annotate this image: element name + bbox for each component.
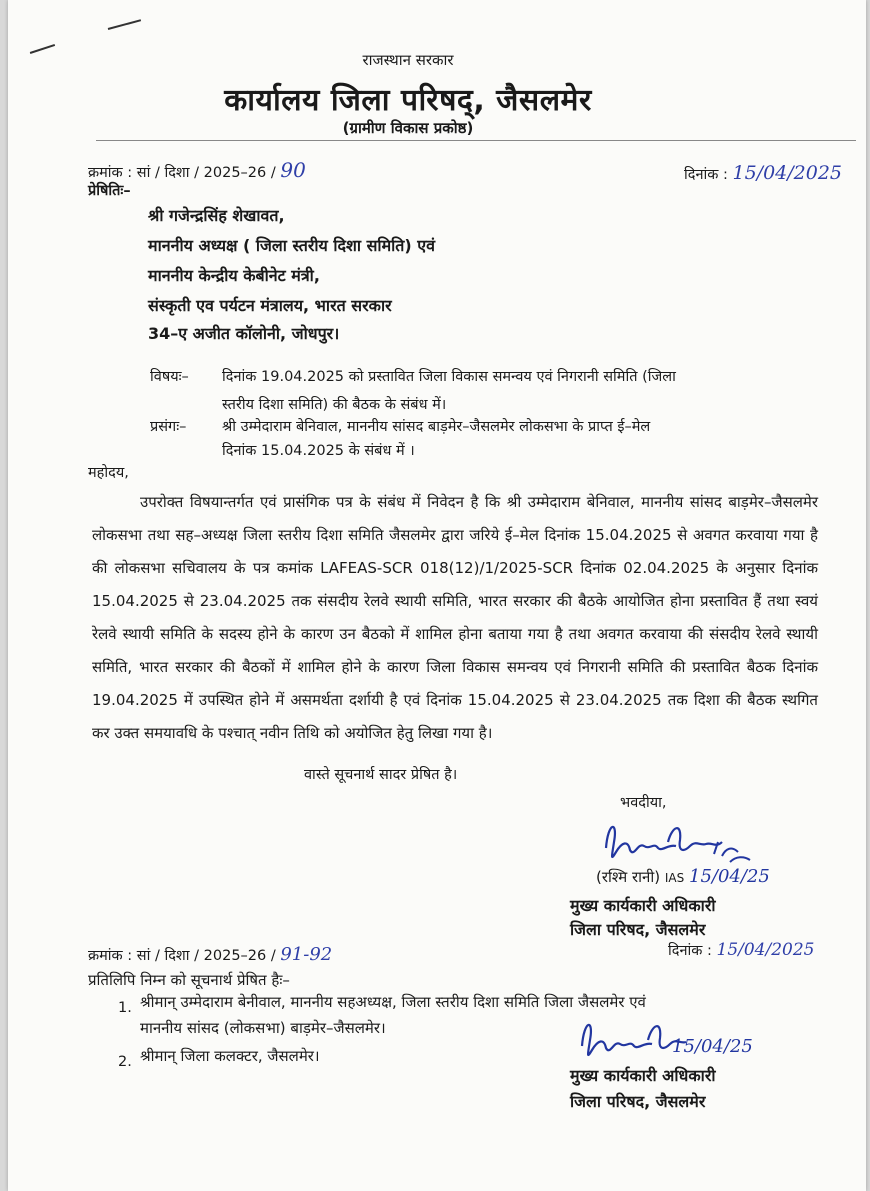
signatory-name (596, 866, 770, 887)
ref-label: क्रमांक : सां / दिशा / 2025–26 / (88, 165, 276, 181)
salutation: महोदय, (88, 465, 129, 481)
pen-mark (108, 19, 141, 30)
address-line: श्री गजेन्द्रसिंह शेखावत, (148, 206, 285, 225)
ref-number: 90 (280, 158, 306, 182)
copy-line: श्रीमान् उम्मेदाराम बेनीवाल, माननीय सहअध्यक्ष, जिला स्तरीय दिशा समिति जिला जैसलमेर एवं (140, 993, 646, 1011)
signatory-office: जिला परिषद, जैसलमेर (570, 920, 706, 939)
ref-line (88, 158, 306, 182)
copy-num: 2. (118, 1054, 132, 1070)
ref-date: 15/04/2025 (732, 162, 843, 184)
copy-num: 1. (118, 1000, 132, 1016)
government-name: राजस्थान सरकार (362, 51, 454, 69)
copy-line: श्रीमान् जिला कलक्टर, जैसलमेर। (140, 1047, 320, 1065)
office-title: कार्यालय जिला परिषद्, जैसलमेर (224, 83, 592, 118)
second-office: जिला परिषद, जैसलमेर (570, 1092, 706, 1111)
signatory-name-text: (रश्मि रानी) (596, 868, 661, 886)
closing-line: वास्ते सूचनार्थ सादर प्रेषित है। (304, 767, 458, 783)
copy-date: 15/04/2025 (716, 940, 815, 960)
header-rule (96, 140, 856, 141)
ref-date-line (684, 162, 842, 184)
letter-page (8, 0, 866, 1191)
copy-ref-label: क्रमांक : सां / दिशा / 2025–26 / (88, 948, 276, 964)
service-suffix: IAS (664, 871, 685, 885)
signature-image (598, 812, 758, 872)
reference-label: प्रसंगः– (150, 419, 187, 435)
subject-label: विषयः– (150, 369, 189, 385)
address-line: 34–ए अजीत कॉलोनी, जोधपुर। (148, 324, 340, 343)
second-designation: मुख्य कार्यकारी अधिकारी (570, 1066, 716, 1085)
copy-ref-number: 91-92 (280, 944, 333, 965)
to-label: प्रेषितिः– (88, 183, 131, 199)
reference-line: श्री उम्मेदाराम बेनिवाल, माननीय सांसद बाड़मेर–जैसलमेर लोकसभा के प्राप्त ई–मेल (222, 419, 651, 435)
copy-label: प्रतिलिपि निम्न को सूचनार्थ प्रेषित हैः– (88, 971, 290, 989)
address-line: माननीय अध्यक्ष ( जिला स्तरीय दिशा समिति) एवं (148, 236, 436, 255)
reference-line: दिनांक 15.04.2025 के संबंध में । (222, 443, 415, 459)
signed-date: 15/04/25 (689, 866, 770, 887)
body-paragraph: उपरोक्त विषयान्तर्गत एवं प्रासंगिक पत्र के संबंध में निवेदन है कि श्री उम्मेदाराम बेनिवाल, माननीय सांसद बाड़मेर–जैसलमेर लोकसभा तथा सह–अध्यक्ष जिला स्तरीय दिशा समिति जैसलमेर द्वारा जरिये ई–मेल दिनांक 15.04.2025 से अवगत करवाया गया है की लोकसभा सचिवालय के पत्र कमांक LAFEAS-SCR 018(12)/1/2025-SCR दिनांक 02.04.2025 के अनुसार दिनांक 15.04.2025 से 23.04.2025 तक संसदीय रेलवे स्थायी समिति, भारत सरकार की बैठके आयोजित होना प्रस्तावित हैं तथा स्वयं रेलवे स्थायी समिति के सदस्य होने के कारण उन बैठको में शामिल होना बताया गया है तथा अवगत करवाया की संसदीय रेलवे स्थायी समिति, भारत सरकार की बैठकों में शामिल होने के कारण जिला विकास समन्वय एवं निगरानी समिति की प्रस्तावित बैठक दिनांक 19.04.2025 में उपस्थित होने में असमर्थता दर्शायी है एवं दिनांक 15.04.2025 से 23.04.2025 तक दिशा की बैठक स्थगित कर उक्त समयावधि के पश्चात् नवीन तिथि को अयोजित हेतु लिखा गया है। (92, 493, 818, 742)
copy-line: माननीय सांसद (लोकसभा) बाड़मेर–जैसलमेर। (140, 1019, 386, 1037)
subject-line: स्तरीय दिशा समिति) की बैठक के संबंध में। (222, 397, 447, 413)
ref-date-label: दिनांक : (684, 167, 728, 183)
address-line: माननीय केन्द्रीय केबीनेट मंत्री, (148, 266, 320, 285)
copy-ref-line (88, 944, 332, 965)
valediction: भवदीया, (620, 795, 667, 811)
signatory-designation: मुख्य कार्यकारी अधिकारी (570, 896, 716, 915)
office-cell: (ग्रामीण विकास प्रकोष्ठ) (342, 119, 474, 137)
copy-date-line (668, 940, 814, 960)
address-line: संस्कृती एव पर्यटन मंत्रालय, भारत सरकार (148, 296, 392, 315)
second-signed-date: 15/04/25 (672, 1036, 753, 1057)
subject-line: दिनांक 19.04.2025 को प्रस्तावित जिला विकास समन्वय एवं निगरानी समिति (जिला (222, 369, 676, 385)
copy-date-label: दिनांक : (668, 943, 712, 959)
